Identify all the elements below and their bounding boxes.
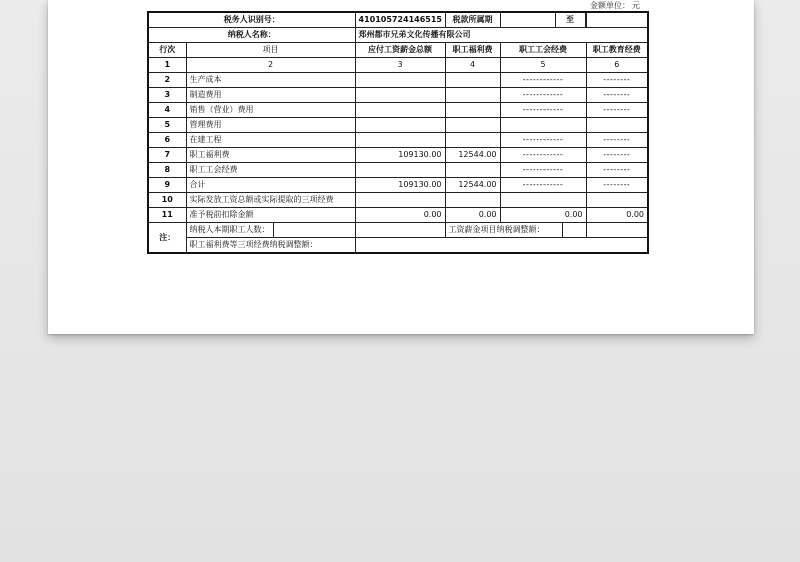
row-education-fee: -------- bbox=[586, 163, 648, 178]
table-row bbox=[148, 178, 648, 193]
row-education-fee: -------- bbox=[586, 178, 648, 193]
col-header-line-no: 行次 bbox=[148, 43, 186, 58]
row-education-fee: -------- bbox=[586, 88, 648, 103]
wage-adjust-label: 工资薪金项目纳税调整额： bbox=[446, 223, 563, 237]
row-education-fee bbox=[586, 118, 648, 133]
row-item: 销售（营业）费用 bbox=[186, 103, 355, 118]
table-row bbox=[148, 73, 648, 88]
table-row bbox=[148, 208, 648, 223]
col-header-union-fee: 职工工会经费 bbox=[500, 43, 586, 58]
row-item: 生产成本 bbox=[186, 73, 355, 88]
row-union-fee bbox=[500, 193, 586, 208]
row-item: 管理费用 bbox=[186, 118, 355, 133]
col-number: 6 bbox=[586, 58, 648, 73]
row-welfare: 0.00 bbox=[445, 208, 500, 223]
column-header-row bbox=[148, 43, 648, 58]
row-total-wages bbox=[355, 163, 445, 178]
row-line-no: 2 bbox=[148, 73, 186, 88]
period-to-value bbox=[586, 12, 648, 28]
wage-adjust-value bbox=[562, 223, 586, 237]
row-total-wages: 109130.00 bbox=[355, 148, 445, 163]
col-header-education-fee: 职工教育经费 bbox=[586, 43, 648, 58]
row-line-no: 8 bbox=[148, 163, 186, 178]
row-item: 在建工程 bbox=[186, 133, 355, 148]
row-union-fee: ------------ bbox=[500, 178, 586, 193]
row-total-wages bbox=[355, 88, 445, 103]
row-union-fee bbox=[500, 118, 586, 133]
employees-label: 纳税人本期职工人数： bbox=[187, 223, 274, 237]
taxpayer-name-label: 纳税人名称： bbox=[148, 28, 355, 43]
currency-unit bbox=[588, 0, 640, 11]
row-union-fee: ------------ bbox=[500, 133, 586, 148]
row-item: 职工工会经费 bbox=[186, 163, 355, 178]
col-header-item: 项目 bbox=[186, 43, 355, 58]
note-blank-end bbox=[586, 223, 648, 238]
tax-form-table bbox=[147, 11, 649, 254]
row-welfare bbox=[445, 88, 500, 103]
row-education-fee bbox=[586, 193, 648, 208]
row-union-fee: ------------ bbox=[500, 163, 586, 178]
row-welfare: 12544.00 bbox=[445, 148, 500, 163]
row-union-fee: 0.00 bbox=[500, 208, 586, 223]
row-welfare bbox=[445, 118, 500, 133]
row-total-wages: 109130.00 bbox=[355, 178, 445, 193]
row-item: 合计 bbox=[186, 178, 355, 193]
row-line-no: 6 bbox=[148, 133, 186, 148]
welfare-adjust-value bbox=[355, 238, 648, 254]
row-item: 职工福利费 bbox=[186, 148, 355, 163]
row-welfare bbox=[445, 163, 500, 178]
col-number: 2 bbox=[186, 58, 355, 73]
row-welfare: 12544.00 bbox=[445, 178, 500, 193]
table-row bbox=[148, 103, 648, 118]
note-row-employees bbox=[148, 223, 648, 238]
wage-adjust-cell bbox=[445, 223, 586, 238]
row-total-wages bbox=[355, 118, 445, 133]
row-education-fee: -------- bbox=[586, 103, 648, 118]
row-item: 实际发放工资总额或实际提取的三项经费 bbox=[186, 193, 355, 208]
row-line-no: 11 bbox=[148, 208, 186, 223]
row-education-fee: -------- bbox=[586, 73, 648, 88]
note-label: 注： bbox=[148, 223, 186, 254]
row-total-wages bbox=[355, 73, 445, 88]
taxpayer-name-value: 郑州都市兄弟文化传播有限公司 bbox=[355, 28, 648, 43]
taxpayer-id-value: 410105724146515 bbox=[355, 12, 445, 28]
row-line-no: 4 bbox=[148, 103, 186, 118]
row-line-no: 7 bbox=[148, 148, 186, 163]
period-range bbox=[500, 12, 586, 28]
col-number: 5 bbox=[500, 58, 586, 73]
taxpayer-id-label: 税务人识别号： bbox=[148, 12, 355, 28]
period-label: 税款所属期 bbox=[445, 12, 500, 28]
row-welfare bbox=[445, 103, 500, 118]
row-total-wages bbox=[355, 193, 445, 208]
row-welfare bbox=[445, 73, 500, 88]
table-row bbox=[148, 163, 648, 178]
col-number: 4 bbox=[445, 58, 500, 73]
note-blank bbox=[355, 223, 445, 238]
col-number: 3 bbox=[355, 58, 445, 73]
table-row bbox=[148, 133, 648, 148]
col-header-total-wages: 应付工资薪金总额 bbox=[355, 43, 445, 58]
taxpayer-id-row bbox=[148, 12, 648, 28]
row-total-wages bbox=[355, 103, 445, 118]
row-total-wages: 0.00 bbox=[355, 208, 445, 223]
col-number: 1 bbox=[148, 58, 186, 73]
row-item: 制造费用 bbox=[186, 88, 355, 103]
table-row bbox=[148, 118, 648, 133]
welfare-adjust-label: 职工福利费等三项经费纳税调整额： bbox=[186, 238, 355, 254]
row-welfare bbox=[445, 193, 500, 208]
col-header-welfare: 职工福利费 bbox=[445, 43, 500, 58]
column-number-row bbox=[148, 58, 648, 73]
taxpayer-name-row bbox=[148, 28, 648, 43]
employees-cell bbox=[186, 223, 355, 238]
employees-value bbox=[273, 223, 355, 237]
row-welfare bbox=[445, 133, 500, 148]
currency-unit-label: 金额单位： bbox=[590, 1, 630, 10]
period-from bbox=[501, 13, 556, 27]
row-union-fee: ------------ bbox=[500, 103, 586, 118]
row-total-wages bbox=[355, 133, 445, 148]
row-item: 准予税前扣除金额 bbox=[186, 208, 355, 223]
row-education-fee: -------- bbox=[586, 148, 648, 163]
row-line-no: 5 bbox=[148, 118, 186, 133]
row-line-no: 10 bbox=[148, 193, 186, 208]
row-line-no: 3 bbox=[148, 88, 186, 103]
row-union-fee: ------------ bbox=[500, 148, 586, 163]
row-union-fee: ------------ bbox=[500, 73, 586, 88]
period-to-label: 至 bbox=[555, 13, 585, 27]
row-line-no: 9 bbox=[148, 178, 186, 193]
note-row-welfare-adjust bbox=[148, 238, 648, 254]
row-education-fee: -------- bbox=[586, 133, 648, 148]
currency-unit-value: 元 bbox=[632, 1, 640, 10]
table-row bbox=[148, 148, 648, 163]
table-row bbox=[148, 88, 648, 103]
table-row bbox=[148, 193, 648, 208]
row-union-fee: ------------ bbox=[500, 88, 586, 103]
row-education-fee: 0.00 bbox=[586, 208, 648, 223]
